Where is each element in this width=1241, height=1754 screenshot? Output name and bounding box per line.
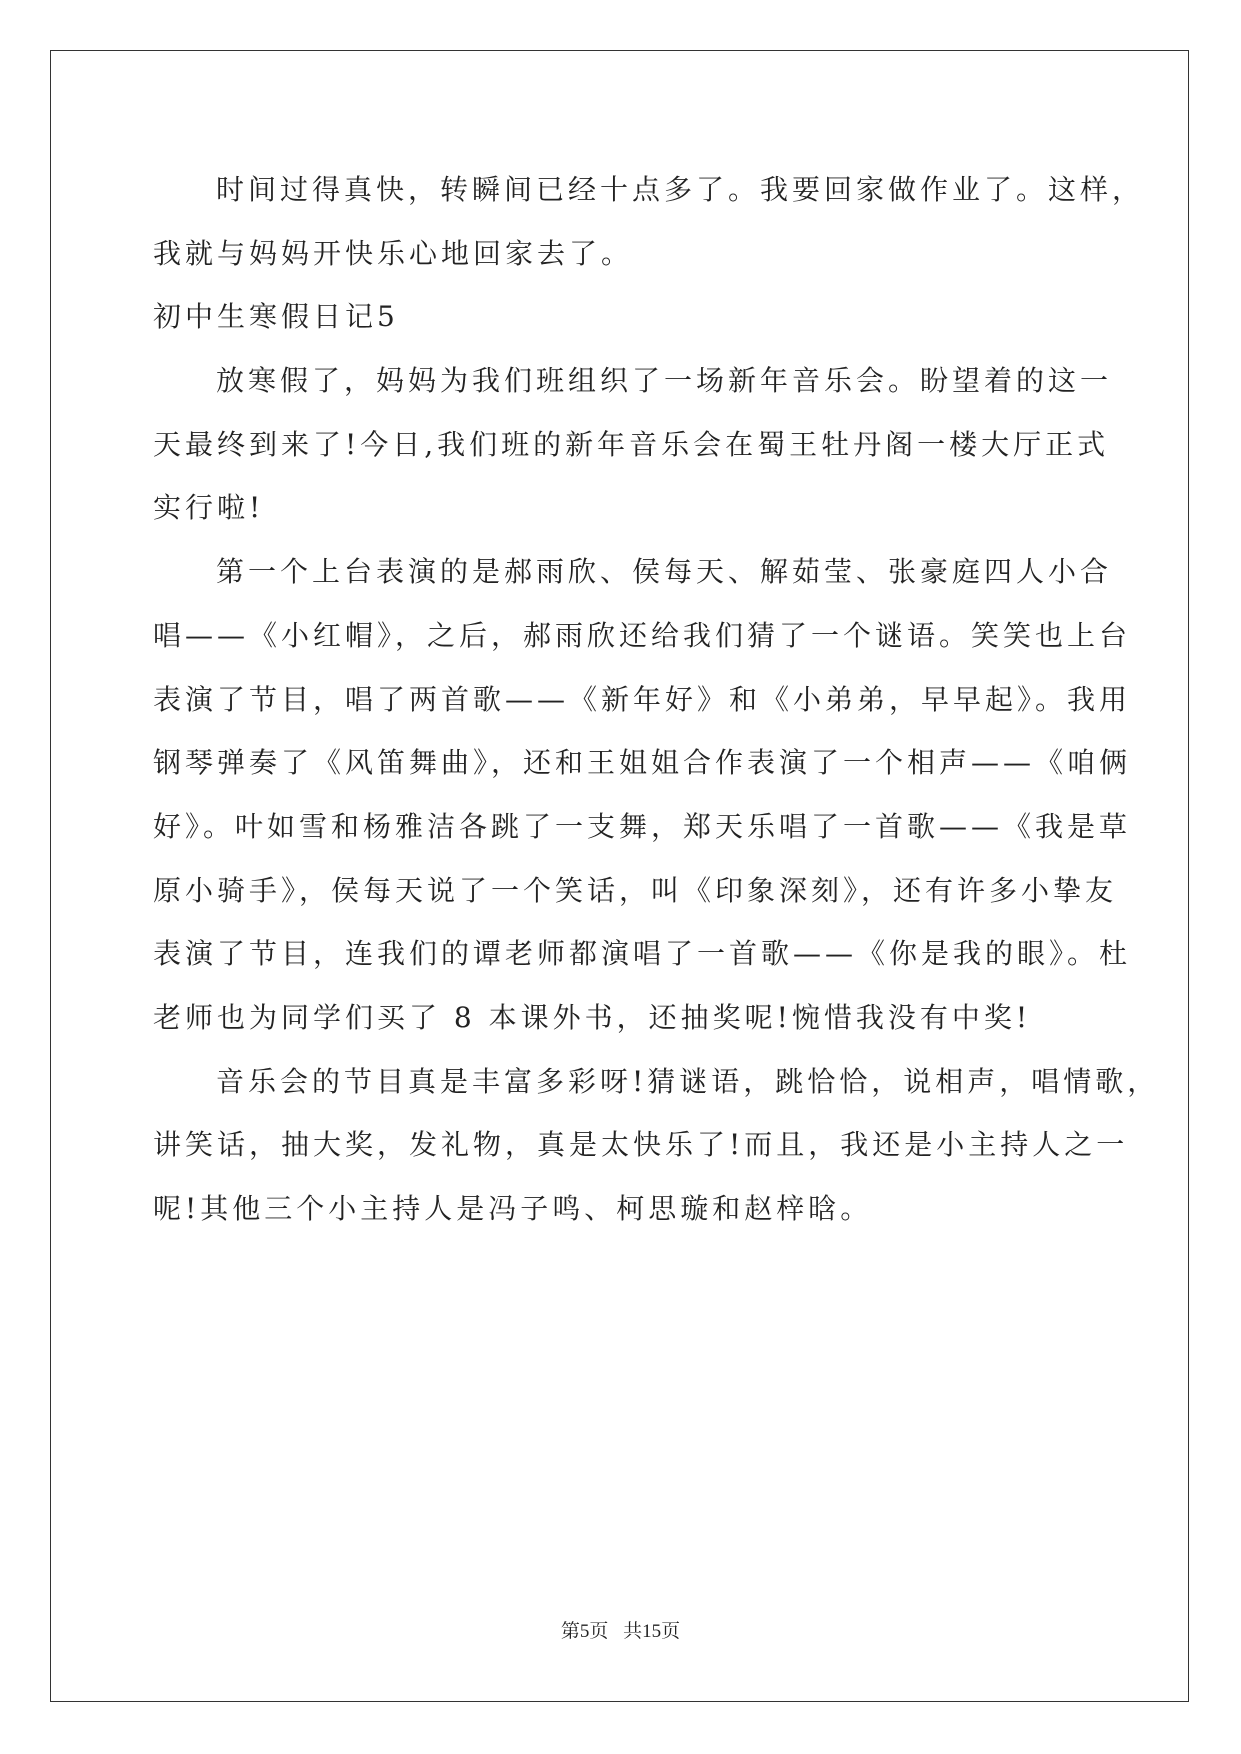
page-number-current: 第5页 bbox=[560, 1621, 609, 1642]
paragraph-line: 天最终到来了!今日,我们班的新年音乐会在蜀王牡丹阁一楼大厅正式 bbox=[153, 427, 1110, 461]
paragraph-line: 老师也为同学们买了 8 本课外书，还抽奖呢!惋惜我没有中奖! bbox=[153, 1000, 1032, 1034]
paragraph-line: 唱——《小红帽》，之后，郝雨欣还给我们猜了一个谜语。笑笑也上台 bbox=[153, 618, 1132, 652]
paragraph-line: 原小骑手》，侯每天说了一个笑话，叫《印象深刻》，还有许多小挚友 bbox=[153, 873, 1118, 907]
paragraph-line: 时间过得真快，转瞬间已经十点多了。我要回家做作业了。这样， bbox=[216, 173, 1145, 206]
paragraph-line: 实行啦! bbox=[153, 491, 265, 525]
paragraph-line: 第一个上台表演的是郝雨欣、侯每天、解茹莹、张豪庭四人小合 bbox=[216, 555, 1113, 589]
paragraph-line: 表演了节目，连我们的谭老师都演唱了一首歌——《你是我的眼》。杜 bbox=[153, 937, 1132, 971]
page-footer bbox=[0, 1616, 1241, 1643]
section-title: 初中生寒假日记5 bbox=[153, 300, 399, 334]
paragraph-line: 呢!其他三个小主持人是冯子鸣、柯思璇和赵梓晗。 bbox=[153, 1192, 873, 1225]
paragraph-line: 好》。叶如雪和杨雅洁各跳了一支舞，郑天乐唱了一首歌——《我是草 bbox=[153, 809, 1132, 843]
paragraph-line: 音乐会的节目真是丰富多彩呀!猜谜语，跳恰恰，说相声，唱情歌， bbox=[216, 1064, 1160, 1098]
paragraph-line: 钢琴弹奏了《风笛舞曲》，还和王姐姐合作表演了一个相声——《咱俩 bbox=[153, 746, 1132, 780]
paragraph-line: 表演了节目，唱了两首歌——《新年好》和《小弟弟，早早起》。我用 bbox=[153, 682, 1132, 716]
paragraph-line: 放寒假了，妈妈为我们班组织了一场新年音乐会。盼望着的这一 bbox=[216, 364, 1113, 398]
page-number-total: 共15页 bbox=[623, 1621, 681, 1642]
paragraph-line: 我就与妈妈开快乐心地回家去了。 bbox=[153, 236, 634, 270]
document-body bbox=[153, 158, 1160, 1241]
paragraph-line: 讲笑话，抽大奖，发礼物，真是太快乐了!而且，我还是小主持人之一 bbox=[153, 1128, 1129, 1162]
